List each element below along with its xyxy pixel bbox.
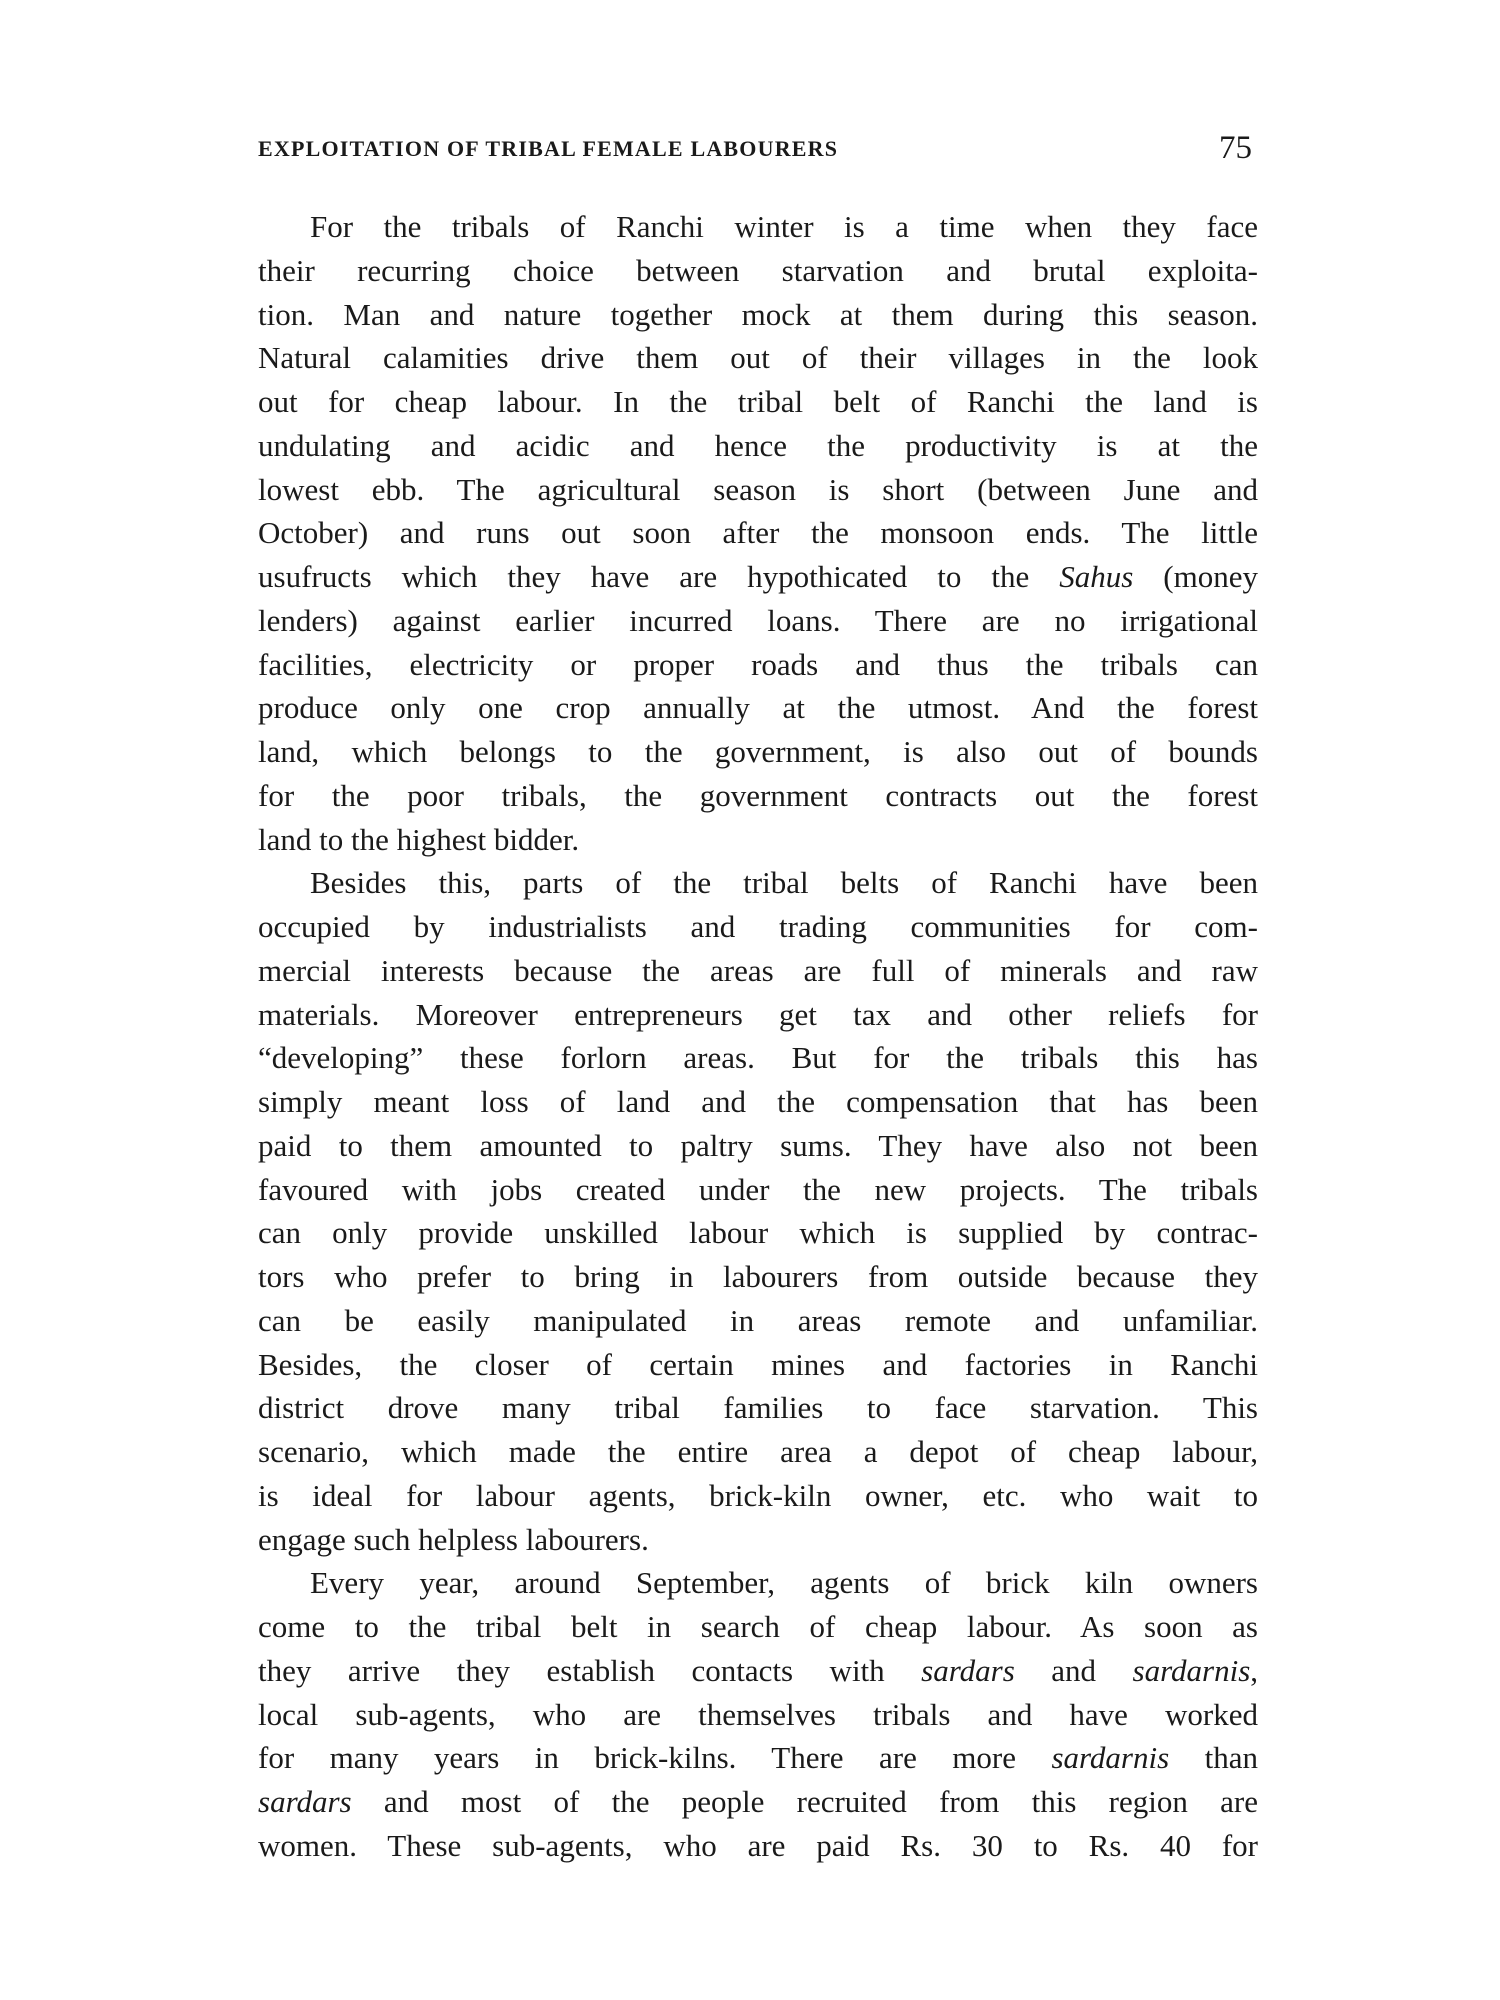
text-line: tors who prefer to bring in labourers from outside because they <box>258 1259 1258 1294</box>
text-line: For the tribals of Ranchi winter is a time when they face <box>310 209 1258 244</box>
text-line: occupied by industrialists and trading communities for com- <box>258 909 1258 944</box>
text-line: can only provide unskilled labour which is supplied by contrac- <box>258 1215 1258 1251</box>
text-line: women. These sub-agents, who are paid Rs. 30 to Rs. 40 for <box>258 1827 1258 1863</box>
text-line: sardars and most of the people recruited from this region are <box>258 1784 1258 1819</box>
text-line: facilities, electricity or proper roads and thus the tribals can <box>258 646 1258 682</box>
text-line: land, which belongs to the government, is also out of bounds <box>258 734 1258 769</box>
body-text <box>258 205 1258 1868</box>
text-line: Every year, around September, agents of brick kiln owners <box>310 1565 1258 1601</box>
text-line: for the poor tribals, the government contracts out the forest <box>258 777 1258 813</box>
text-line: undulating and acidic and hence the productivity is at the <box>258 427 1258 463</box>
text-line: land to the highest bidder. <box>258 821 580 857</box>
paragraph-2 <box>258 861 1258 1561</box>
text-line: they arrive they establish contacts with sardars and sardarnis, <box>258 1652 1259 1688</box>
text-line: produce only one crop annually at the utmost. And the forest <box>258 690 1258 726</box>
text-line: simply meant loss of land and the compensation that has been <box>258 1084 1258 1119</box>
text-line: can be easily manipulated in areas remote and unfamiliar. <box>258 1302 1258 1338</box>
text-line: for many years in brick-kilns. There are more sardarnis than <box>258 1740 1258 1776</box>
text-line: paid to them amounted to paltry sums. They have also not been <box>258 1127 1258 1163</box>
paragraph-1 <box>258 205 1258 861</box>
italic-term: sardarnis <box>1051 1740 1170 1776</box>
text-line: engage such helpless labourers. <box>258 1521 649 1557</box>
paragraph-3 <box>258 1561 1258 1867</box>
text-line: scenario, which made the entire area a depot of cheap labour, <box>258 1434 1258 1469</box>
text-line: Besides this, parts of the tribal belts of Ranchi have been <box>310 865 1258 901</box>
text-line: is ideal for labour agents, brick-kiln owner, etc. who wait to <box>258 1477 1258 1513</box>
text-line: usufructs which they have are hypothicated to the Sahus (money <box>258 559 1258 594</box>
page-number: 75 <box>1219 130 1252 166</box>
running-title: EXPLOITATION OF TRIBAL FEMALE LABOURERS <box>258 136 839 161</box>
text-line: “developing” these forlorn areas. But for the tribals this has <box>258 1040 1258 1076</box>
running-head <box>258 130 1258 170</box>
text-line: October) and runs out soon after the monsoon ends. The little <box>258 515 1258 551</box>
italic-term: sardars <box>921 1652 1015 1688</box>
text-line: Natural calamities drive them out of their villages in the look <box>258 340 1258 376</box>
text-line: district drove many tribal families to face starvation. This <box>258 1390 1258 1426</box>
italic-term: Sahus <box>1059 559 1134 594</box>
italic-term: sardarnis <box>1132 1652 1251 1688</box>
text-line: favoured with jobs created under the new projects. The tribals <box>258 1171 1258 1207</box>
italic-term: sardars <box>258 1784 352 1819</box>
text-line: their recurring choice between starvation and brutal exploita- <box>258 252 1258 288</box>
text-line: lowest ebb. The agricultural season is short (between June and <box>258 471 1258 507</box>
text-line: tion. Man and nature together mock at them during this season. <box>258 296 1258 332</box>
text-line: materials. Moreover entrepreneurs get tax and other reliefs for <box>258 996 1258 1032</box>
text-line: lenders) against earlier incurred loans. There are no irrigational <box>258 602 1258 638</box>
text-line: mercial interests because the areas are full of minerals and raw <box>258 952 1258 988</box>
text-line: out for cheap labour. In the tribal belt of Ranchi the land is <box>258 384 1258 419</box>
text-line: Besides, the closer of certain mines and factories in Ranchi <box>258 1346 1258 1382</box>
text-line: come to the tribal belt in search of cheap labour. As soon as <box>258 1609 1258 1644</box>
text-line: local sub-agents, who are themselves tribals and have worked <box>258 1696 1258 1732</box>
